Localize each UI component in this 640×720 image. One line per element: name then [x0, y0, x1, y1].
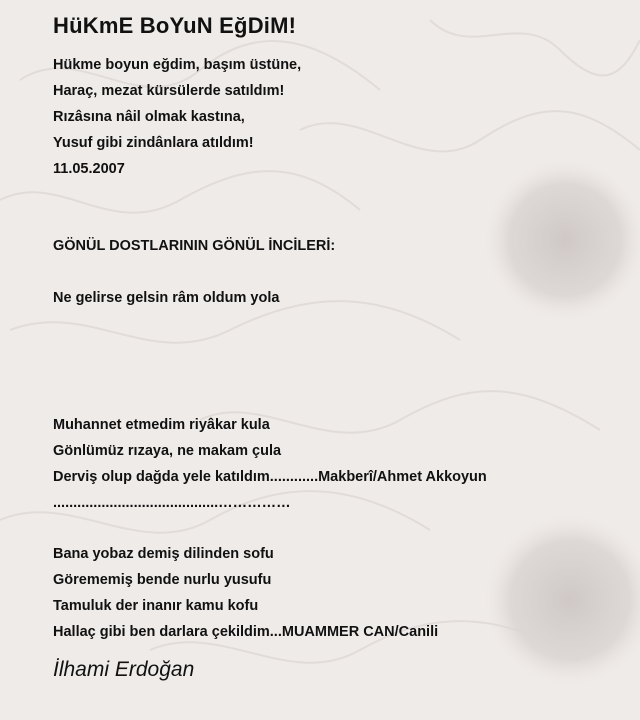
stanza2-line-2: Gönlümüz rızaya, ne makam çula	[53, 443, 282, 459]
stanza1-line-1: Hükme boyun eğdim, başım üstüne,	[53, 57, 302, 73]
intro-line: Ne gelirse gelsin râm oldum yola	[53, 290, 280, 306]
dotted-separator: .........................................……………	[53, 495, 291, 511]
section-heading: GÖNÜL DOSTLARININ GÖNÜL İNCİLERİ:	[53, 238, 336, 254]
stanza1-line-4: Yusuf gibi zindânlara atıldım!	[53, 135, 254, 151]
poem-title: HüKmE BoYuN EğDiM!	[53, 13, 297, 38]
poem-date: 11.05.2007	[53, 161, 125, 177]
author-name: İlhami Erdoğan	[53, 658, 195, 681]
stanza3-line-3: Tamuluk der inanır kamu kofu	[53, 598, 259, 614]
stanza3-line-2: Görememiş bende nurlu yusufu	[53, 572, 272, 588]
stanza2-line-3: Derviş olup dağda yele katıldım............Makberî/Ahmet Akkoyun	[53, 469, 487, 485]
stanza3-line-1: Bana yobaz demiş dilinden sofu	[53, 546, 274, 562]
stanza1-line-2: Haraç, mezat kürsülerde satıldım!	[53, 83, 285, 99]
stanza3-line-4: Hallaç gibi ben darlara çekildim...MUAMMER CAN/Canili	[53, 624, 439, 640]
stanza1-line-3: Rızâsına nâil olmak kastına,	[53, 109, 245, 125]
stanza2-line-1: Muhannet etmedim riyâkar kula	[53, 417, 270, 433]
